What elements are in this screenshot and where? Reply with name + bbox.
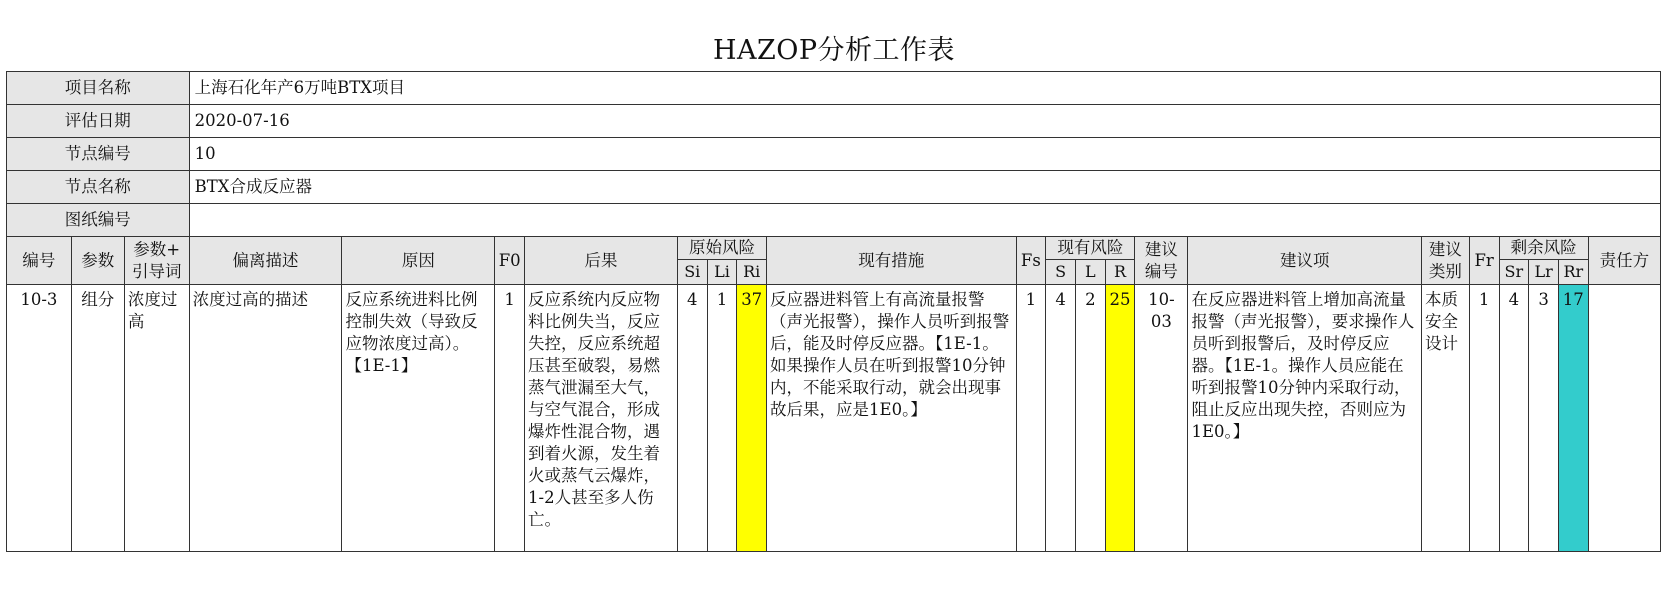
header-rec-type: 建议 类别 [1422, 237, 1470, 285]
header-l: L [1075, 260, 1105, 285]
cell-l: 2 [1075, 285, 1105, 552]
cell-deviation: 浓度过高的描述 [189, 285, 342, 552]
cell-owner [1588, 285, 1660, 552]
project-name-label: 项目名称 [7, 72, 190, 105]
drawing-number-label: 图纸编号 [7, 204, 190, 237]
header-si: Si [677, 260, 707, 285]
header-f0: F0 [495, 237, 525, 285]
header-ri: Ri [737, 260, 767, 285]
cell-rr: 17 [1558, 285, 1588, 552]
page-title: HAZOP分析工作表 [712, 35, 956, 66]
header-r: R [1105, 260, 1135, 285]
cell-rec-no: 10-03 [1135, 285, 1188, 552]
cell-param: 组分 [71, 285, 124, 552]
header-param-guide: 参数+ 引导词 [124, 237, 189, 285]
header-owner: 责任方 [1588, 237, 1660, 285]
drawing-number-value [189, 204, 1660, 237]
header-fs: Fs [1016, 237, 1046, 285]
header-rec-no: 建议 编号 [1135, 237, 1188, 285]
node-name-label: 节点名称 [7, 171, 190, 204]
cell-measures: 反应器进料管上有高流量报警（声光报警），操作人员听到报警后，能及时停反应器。【1E-1。如果操作人员在听到报警10分钟内，不能采取行动，就会出现事故后果，应是1E0。】 [767, 285, 1016, 552]
cell-rec-type: 本质安全设计 [1422, 285, 1470, 552]
meta-row-node-no [7, 138, 1661, 171]
cell-no: 10-3 [7, 285, 72, 552]
cell-consequence: 反应系统内反应物料比例失当，反应失控，反应系统超压甚至破裂，易燃蒸气泄漏至大气，与空气混合，形成爆炸性混合物，遇到着火源，发生着火或蒸气云爆炸，1-2人甚至多人伤亡。 [525, 285, 678, 552]
meta-row-drawing [7, 204, 1661, 237]
cell-lr: 3 [1529, 285, 1559, 552]
cell-cause: 反应系统进料比例控制失效（导致反应物浓度过高）。【1E-1】 [342, 285, 495, 552]
cell-r: 25 [1105, 285, 1135, 552]
header-deviation: 偏离描述 [189, 237, 342, 285]
cell-fr: 1 [1469, 285, 1499, 552]
header-residual-risk: 剩余风险 [1499, 237, 1588, 260]
header-current-risk: 现有风险 [1046, 237, 1135, 260]
cell-fs: 1 [1016, 285, 1046, 552]
header-fr: Fr [1469, 237, 1499, 285]
header-recommendation: 建议项 [1188, 237, 1422, 285]
cell-ri: 37 [737, 285, 767, 552]
header-lr: Lr [1529, 260, 1559, 285]
header-param: 参数 [71, 237, 124, 285]
cell-si: 4 [677, 285, 707, 552]
header-li: Li [707, 260, 737, 285]
project-name-value: 上海石化年产6万吨BTX项目 [189, 72, 1660, 105]
assessment-date-label: 评估日期 [7, 105, 190, 138]
header-sr: Sr [1499, 260, 1529, 285]
header-cause: 原因 [342, 237, 495, 285]
cell-param-guide: 浓度过高 [124, 285, 189, 552]
header-consequence: 后果 [525, 237, 678, 285]
cell-sr: 4 [1499, 285, 1529, 552]
header-s: S [1046, 260, 1076, 285]
meta-row-node-name [7, 171, 1661, 204]
header-row-1 [7, 237, 1661, 260]
meta-row-date [7, 105, 1661, 138]
header-no: 编号 [7, 237, 72, 285]
hazop-table [6, 71, 1661, 552]
header-original-risk: 原始风险 [677, 237, 766, 260]
node-number-label: 节点编号 [7, 138, 190, 171]
table-row [7, 285, 1661, 552]
header-rr: Rr [1558, 260, 1588, 285]
cell-s: 4 [1046, 285, 1076, 552]
cell-f0: 1 [495, 285, 525, 552]
cell-recommendation: 在反应器进料管上增加高流量报警（声光报警），要求操作人员听到报警后，及时停反应器。【1E-1。操作人员应能在听到报警10分钟内采取行动，阻止反应出现失控，否则应为1E0。】 [1188, 285, 1422, 552]
node-name-value: BTX合成反应器 [189, 171, 1660, 204]
cell-li: 1 [707, 285, 737, 552]
node-number-value: 10 [189, 138, 1660, 171]
header-measures: 现有措施 [767, 237, 1016, 285]
meta-row-project [7, 72, 1661, 105]
assessment-date-value: 2020-07-16 [189, 105, 1660, 138]
